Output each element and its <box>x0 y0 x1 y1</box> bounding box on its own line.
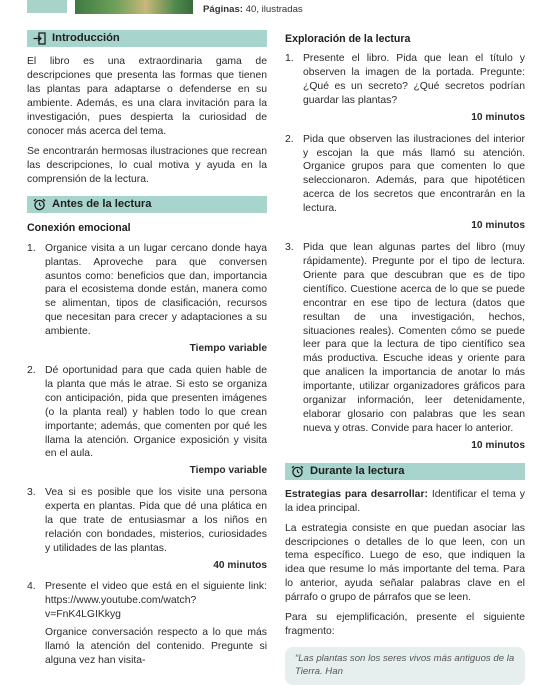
item-text: Organice visita a un lugar cercano donde haya plantas. Aproveche para que conversen asuntos como: beneficios que dan, importancia para el ecosistema donde están, manera como se alimentan, tipos de clasificación, recursos que necesitan para crecer y adaptaciones a su ambiente. <box>45 242 267 338</box>
enter-arrow-icon <box>33 32 46 45</box>
item-time: Tiempo variable <box>189 343 267 355</box>
quote-box: “Las plantas son los seres vivos más antiguos de la Tierra. Han <box>285 647 525 685</box>
item-text: Pida que lean algunas partes del libro (muy rápidamente). Pregunte por el tipo de lectura. Oriente para que descubran que es de tipo científico. Cuestione acerca de lo que se puede encontrar en ese tipo de lectura (datos que resultan de una investigación, hechos, situaciones reales). Comenten cómo se puede leer para que la lectura de tipo científico sea más productiva. Escuche ideas y oriente para que analicen la importancia de anotar lo más importante, utilizar organizadores gráficos para organizar información, leer detenidamente, elaborar glosario con palabras que les sean nueva y otras. Convide para hacer lo anterior. <box>303 241 525 435</box>
alarm-clock-icon <box>33 198 46 211</box>
item-number: 3. <box>285 241 294 253</box>
item-time: 10 minutos <box>471 111 525 123</box>
list-item <box>285 133 525 217</box>
top-strip <box>0 0 550 18</box>
intro-paragraph-2: Se encontrarán hermosas ilustraciones que recrean las descripciones, lo cual motiva y ayuda en la comprensión de la lectura. <box>27 145 267 185</box>
right-column <box>285 30 525 685</box>
list-item <box>27 486 267 556</box>
item-time: Tiempo variable <box>189 465 267 477</box>
item-text: Dé oportunidad para que cada quien hable de la planta que más le atrae. Si esto se organiza con anticipación, pida que presenten imágenes (o la planta real) y hablen todo lo que crean importante; además, que comenten por qué les llama la atención. Organice exposición y visita en el aula. <box>45 364 267 460</box>
book-meta <box>203 4 303 17</box>
strategy-label: Estrategias para desarrollar: <box>285 488 428 500</box>
durante-header <box>285 463 525 480</box>
item-text: Vea si es posible que los visite una persona experta en plantas. Pida que dé una plática en la que trate de entusiasmar a los niños en relación con bondades, misterios, curiosidades y utilidades de las plantas. <box>45 487 267 554</box>
pages-label: Páginas: <box>203 4 243 15</box>
exploracion-title: Exploración de la lectura <box>285 33 411 45</box>
item-number: 1. <box>285 53 294 65</box>
item-number: 4. <box>27 581 36 593</box>
item-subtext: Organice conversación respecto a lo que más llamó la atención del contenido. Pregunte si alguna vez han visita- <box>45 627 267 667</box>
item-time: 40 minutos <box>213 559 267 571</box>
cover-illustration <box>75 0 193 14</box>
item-text: Presente el libro. Pida que lean el título y observen la imagen de la portada. Pregunte: ¿Qué es un secreto? ¿Qué secretos podrían guardar las plantas? <box>303 53 525 106</box>
item-time: 10 minutos <box>471 220 525 232</box>
list-item <box>27 242 267 340</box>
intro-title: Introducción <box>52 32 120 44</box>
list-item <box>27 580 267 622</box>
alarm-clock-icon <box>291 465 304 478</box>
left-column <box>27 30 267 668</box>
durante-paragraph-2: Para su ejemplificación, presente el siguiente fragmento: <box>285 612 525 638</box>
cover-thumbnail-left <box>27 0 67 13</box>
item-text: Presente el video que está en el siguiente link: https://www.youtube.com/watch?v=FnK4LGIKkyg <box>45 581 267 621</box>
durante-title: Durante la lectura <box>310 464 405 477</box>
antes-title: Antes de la lectura <box>52 198 152 211</box>
item-number: 1. <box>27 242 36 254</box>
durante-paragraph-1: La estrategia consiste en que puedan asociar las descripciones o detalles de lo que leen, con un tema específico. Luego de eso, que indiquen la idea que resume lo más importante del tema. Para lo anterior, ayuda señalar palabras clave en el párrafo o grupo de párrafos que se leen. <box>285 522 525 604</box>
item-number: 2. <box>285 133 294 145</box>
item-number: 3. <box>27 487 36 499</box>
list-item <box>27 364 267 462</box>
intro-paragraph-1: El libro es una extraordinaria gama de descripciones que presenta las formas que tienen las plantas para adaptarse o defenderse en su ambiente. Además, es una clara invitación para la investigación, pues despierta la curiosidad de conocer más acerca del tema. <box>27 56 267 137</box>
conexion-subtitle: Conexión emocional <box>27 222 131 235</box>
item-time: 10 minutos <box>471 440 525 452</box>
antes-header <box>27 196 267 213</box>
strategy-text: Identificar el tema y la idea principal. <box>285 488 525 514</box>
item-text: Pida que observen las ilustraciones del interior y escojan la que más llamó su atención. Organice grupos para que comenten lo que seleccionaron. Además, para que hipotéticen acerca de los secretos que encontrarán en la lectura. <box>303 133 525 215</box>
intro-header <box>27 30 267 47</box>
strategy-line <box>285 488 525 516</box>
item-number: 2. <box>27 364 36 376</box>
list-item <box>285 52 525 108</box>
pages-value: 40, ilustradas <box>245 4 303 15</box>
list-item <box>285 241 525 436</box>
